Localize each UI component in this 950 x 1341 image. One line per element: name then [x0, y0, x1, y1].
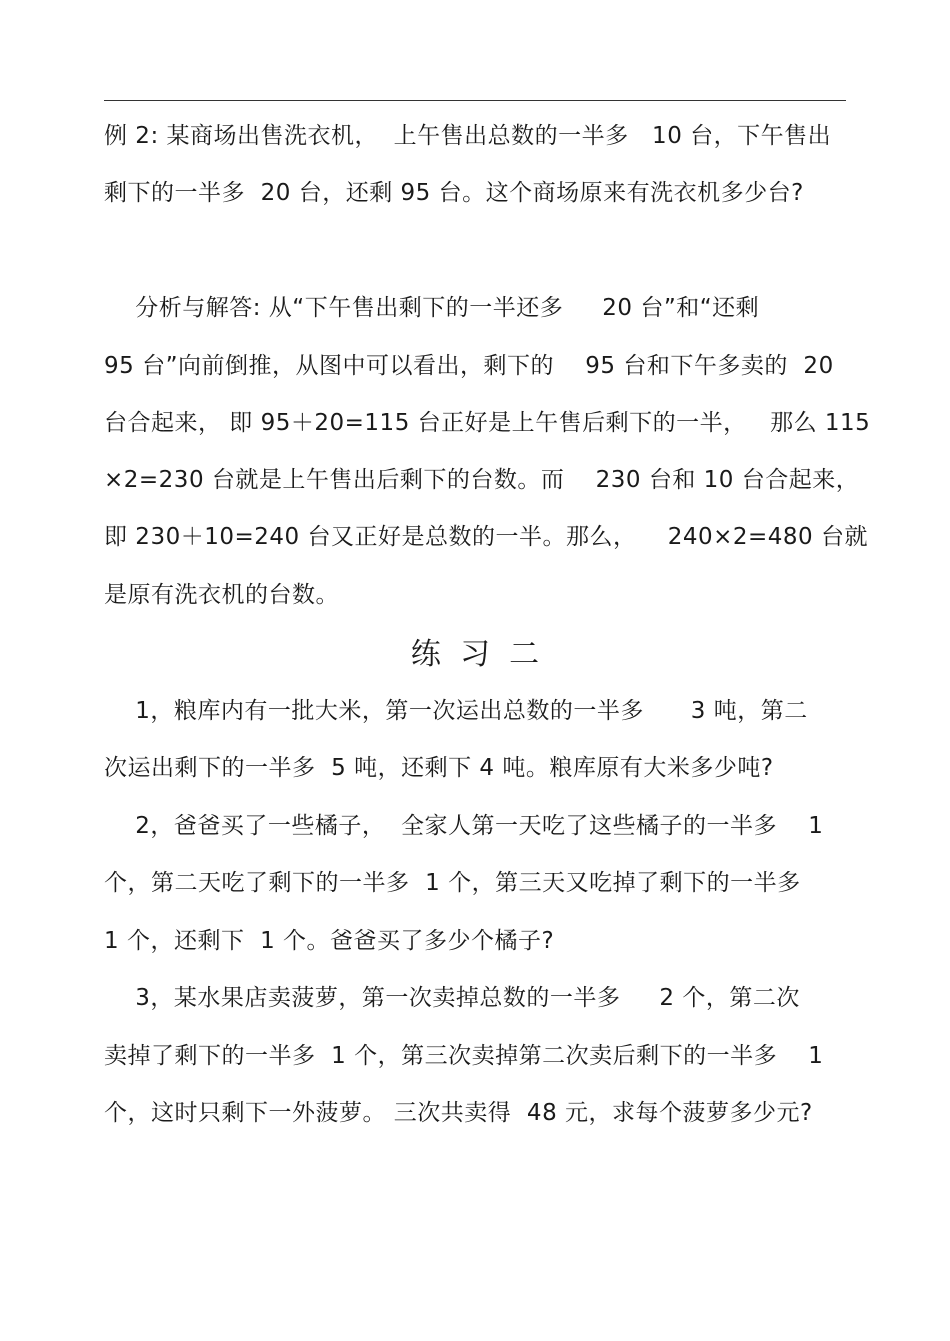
example-line: 剩下的一半多 20 台，还剩 95 台。这个商场原来有洗衣机多少台? — [104, 180, 804, 206]
analysis-line: 分析与解答: 从“下午售出剩下的一半还多 20 台”和“还剩 — [104, 295, 760, 321]
exercise-line: 2，爸爸买了一些橘子， 全家人第一天吃了这些橘子的一半多 1 — [104, 813, 824, 839]
exercise-line: 卖掉了剩下的一半多 1 个，第三次卖掉第二次卖后剩下的一半多 1 — [104, 1043, 824, 1069]
exercise-line: 次运出剩下的一半多 5 吨，还剩下 4 吨。粮库原有大米多少吨? — [104, 755, 774, 781]
exercise-line: 3，某水果店卖菠萝，第一次卖掉总数的一半多 2 个，第二次 — [104, 985, 800, 1011]
analysis-line: ×2=230 台就是上午售出后剩下的台数。而 230 台和 10 台合起来， — [104, 467, 860, 493]
analysis-line: 台合起来， 即 95＋20=115 台正好是上午售后剩下的一半， 那么 115 — [104, 410, 871, 436]
exercise-line: 个，第二天吃了剩下的一半多 1 个，第三天又吃掉了剩下的一半多 — [104, 870, 801, 896]
example-line: 例 2: 某商场出售洗衣机， 上午售出总数的一半多 10 台，下午售出 — [104, 123, 832, 149]
header-rule — [104, 100, 846, 101]
exercise-line: 个，这时只剩下一外菠萝。 三次共卖得 48 元，求每个菠萝多少元? — [104, 1100, 813, 1126]
exercise-title: 练 习 二 — [410, 637, 540, 672]
analysis-line: 是原有洗衣机的台数。 — [104, 582, 339, 608]
analysis-line: 95 台”向前倒推，从图中可以看出，剩下的 95 台和下午多卖的 20 — [104, 353, 834, 379]
analysis-line: 即 230＋10=240 台又正好是总数的一半。那么， 240×2=480 台就 — [104, 524, 868, 550]
exercise-line: 1，粮库内有一批大米，第一次运出总数的一半多 3 吨，第二 — [104, 698, 808, 724]
exercise-line: 1 个，还剩下 1 个。爸爸买了多少个橘子? — [104, 928, 555, 954]
